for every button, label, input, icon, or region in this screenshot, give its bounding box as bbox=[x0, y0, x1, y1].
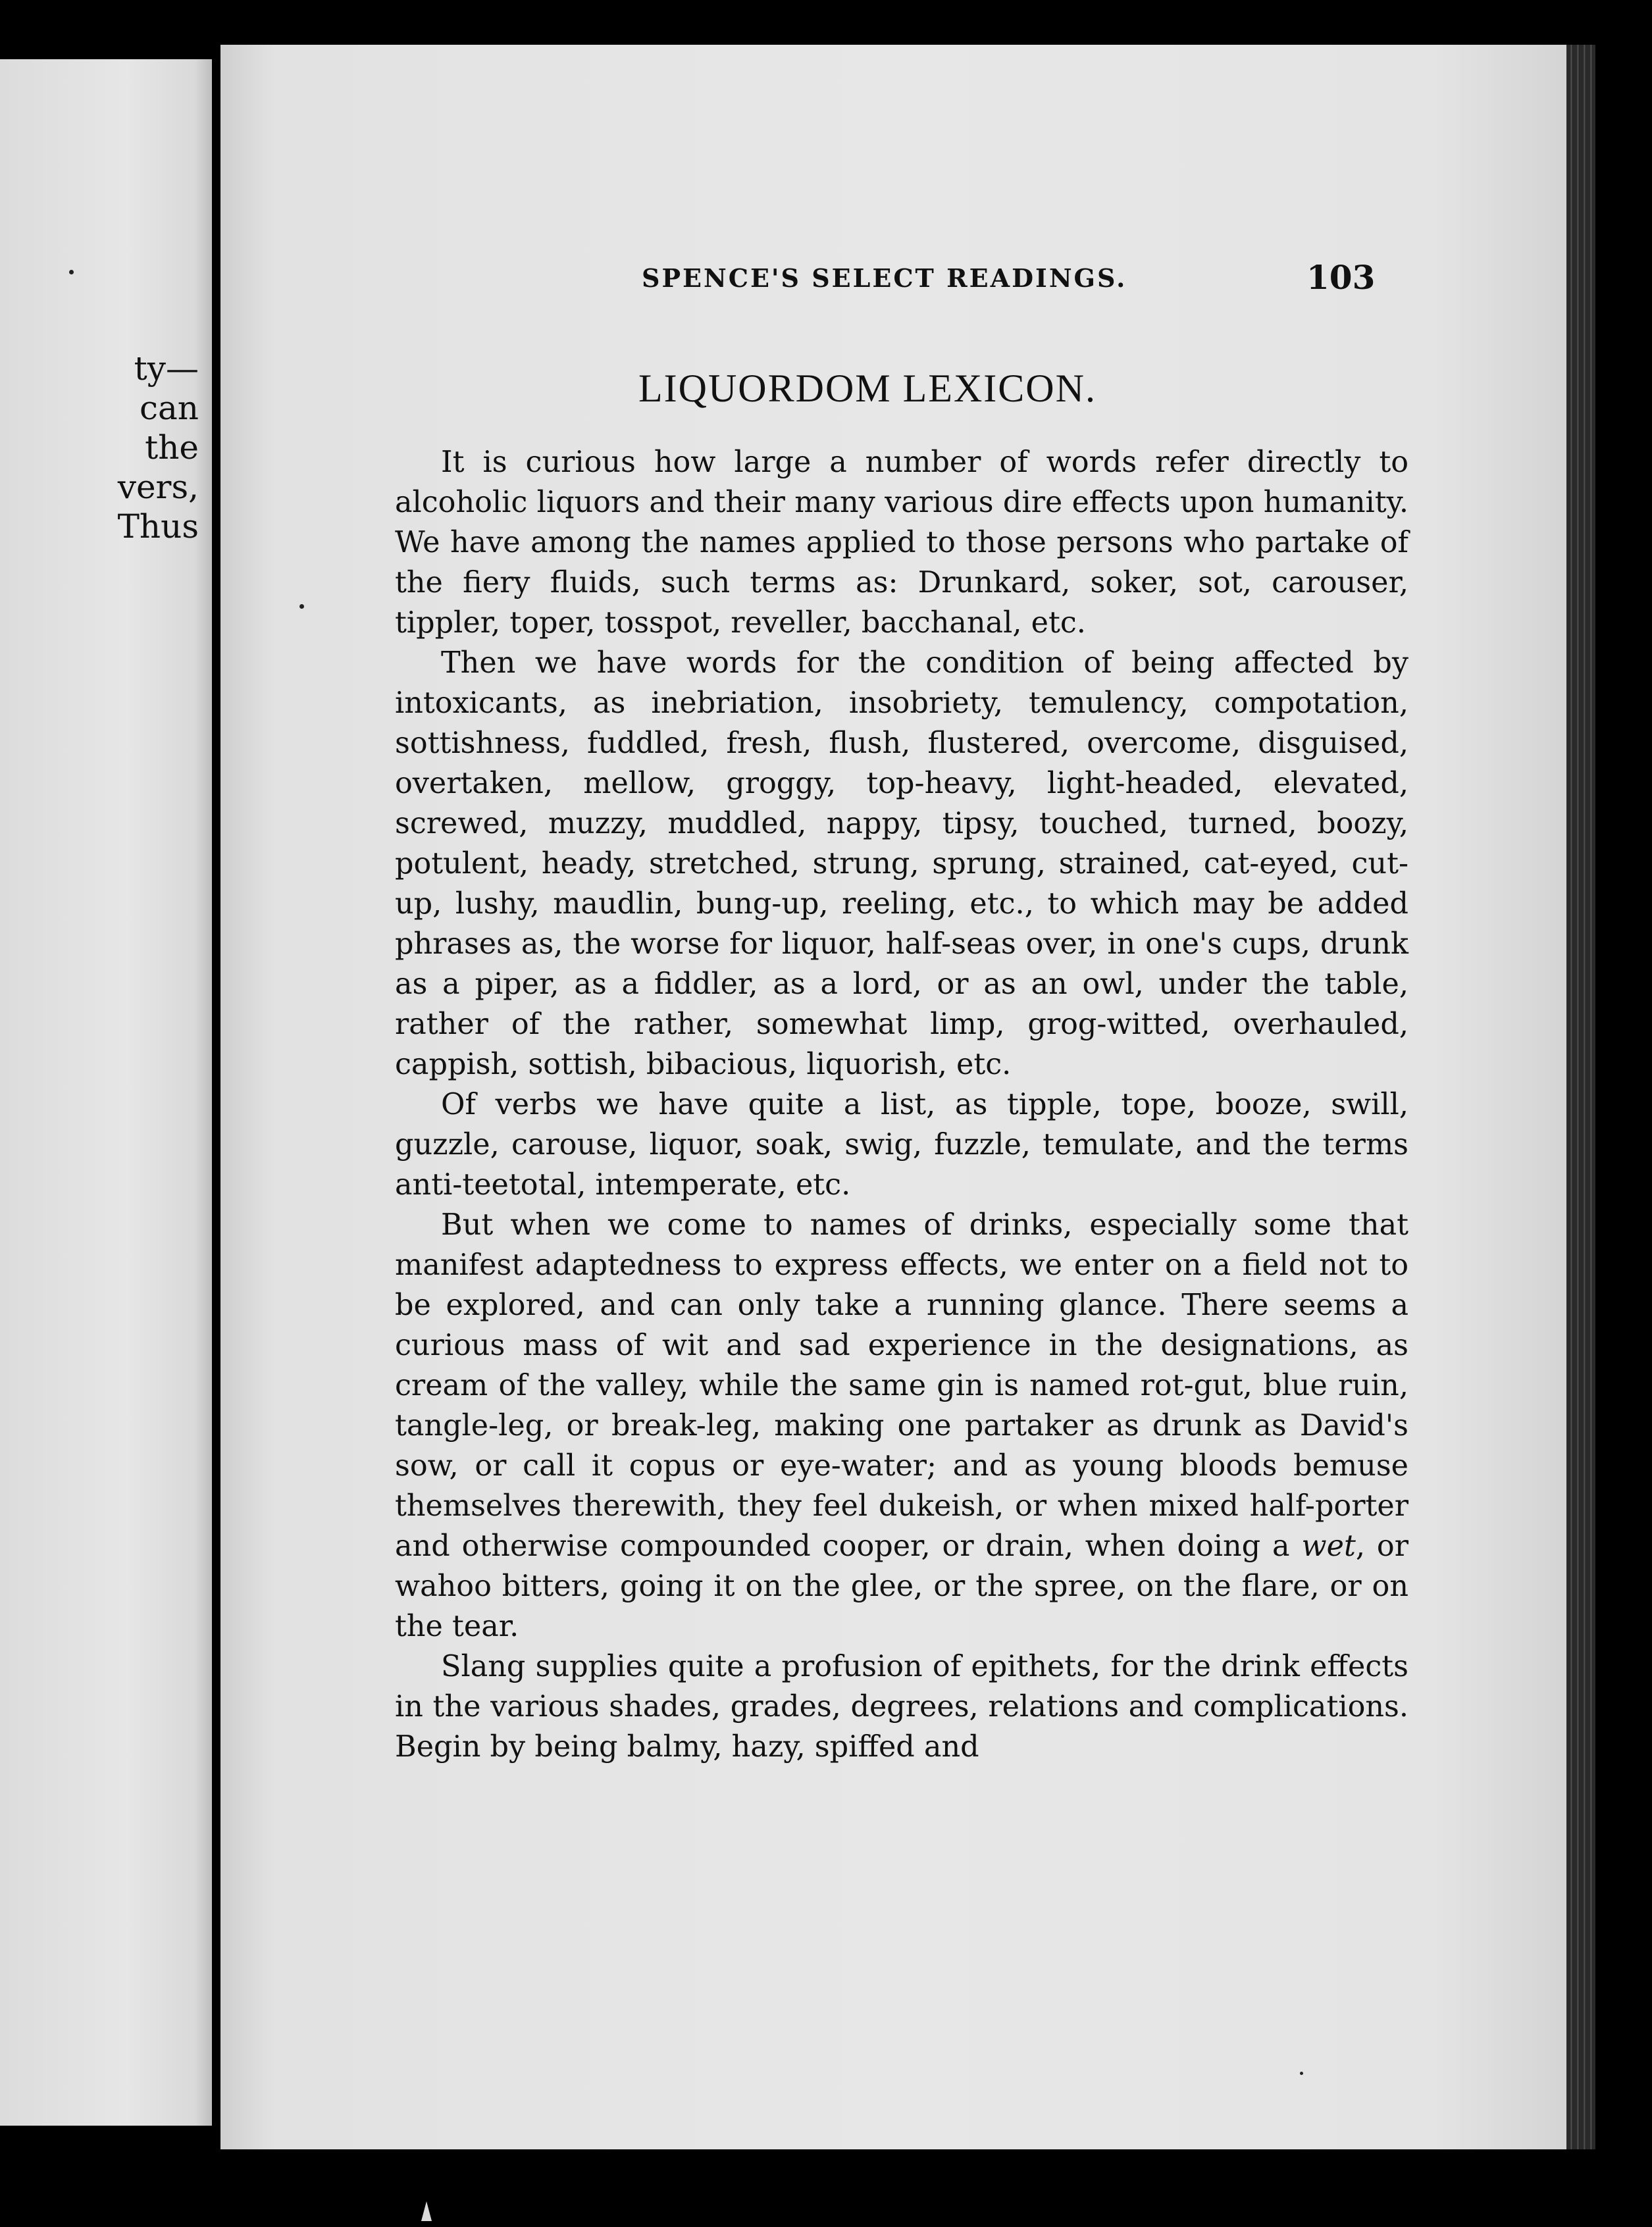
facing-page-line: the bbox=[145, 428, 199, 467]
paragraph: Of verbs we have quite a list, as tipple, tope, booze, swill, guzzle, carouse, liquor, soak, swig, fuzzle, temulate, and the terms anti-teetotal, intemperate, etc. bbox=[395, 1088, 1408, 1202]
paragraph-text: But when we come to names of drinks, especially some that manifest adaptedness to express effects, we enter on a field not to be explored, and can only take a running glance. There seems a curious mass of wit and sad experience in the designations, as cream of the valley, while the same gin is named rot-gut, blue ruin, tangle-leg, or break-leg, making one partaker as drunk as David's sow, or call it copus or eye-water; and as young bloods bemuse themselves therewith, they feel dukeish, or when mixed half-porter and otherwise compounded cooper, or drain, when doing a bbox=[395, 1208, 1408, 1563]
facing-page-line: vers, bbox=[117, 468, 199, 506]
paragraph-text: , or wahoo bitters, going it on the glee, or the spree, on the flare, or on the tear. bbox=[395, 1529, 1408, 1643]
ink-speck bbox=[1300, 2072, 1303, 2075]
scan-artifact-mark bbox=[421, 2201, 432, 2221]
running-head: SPENCE'S SELECT READINGS. bbox=[642, 263, 1127, 293]
paragraph: It is curious how large a number of words refer directly to alcoholic liquors and their many various dire effects upon humanity. We have among the names applied to those persons who partake of the fiery fluids, such terms as: Drunkard, soker, sot, carouser, tippler, toper, tosspot, reveller, bacchanal, etc. bbox=[395, 446, 1408, 640]
article-body bbox=[395, 442, 1408, 1767]
paragraph: Slang supplies quite a profusion of epithets, for the drink effects in the various shades, grades, degrees, relations and complications. Begin by being balmy, hazy, spiffed and bbox=[395, 1650, 1408, 1764]
ink-speck bbox=[299, 604, 304, 609]
facing-page-line: ty— bbox=[134, 349, 199, 388]
article-title: LIQUORDOM LEXICON. bbox=[638, 367, 1097, 410]
paragraph bbox=[395, 1205, 1408, 1647]
page-number: 103 bbox=[1306, 258, 1376, 297]
facing-page-line: Thus bbox=[117, 507, 199, 546]
facing-page-fragment bbox=[0, 59, 212, 2126]
paragraph: Then we have words for the condition of being affected by intoxicants, as inebriation, insobriety, temulency, compotation, sottishness, fuddled, fresh, flush, flustered, overcome, disguised, overtaken, mellow, groggy, top-heavy, light-headed, elevated, screwed, muzzy, muddled, nappy, tipsy, touched, turned, boozy, potulent, heady, stretched, strung, sprung, strained, cat-eyed, cut-up, lushy, maudlin, bung-up, reeling, etc., to which may be added phrases as, the worse for liquor, half-seas over, in one's cups, drunk as a piper, as a fiddler, as a lord, or as an owl, under the table, rather of the rather, somewhat limp, grog-witted, overhauled, cappish, sottish, bibacious, liquorish, etc. bbox=[395, 646, 1408, 1081]
page-edge-shadow bbox=[1566, 45, 1595, 2149]
italic-word: wet bbox=[1301, 1529, 1356, 1563]
facing-page-line: can bbox=[139, 389, 199, 427]
ink-speck bbox=[69, 270, 74, 274]
